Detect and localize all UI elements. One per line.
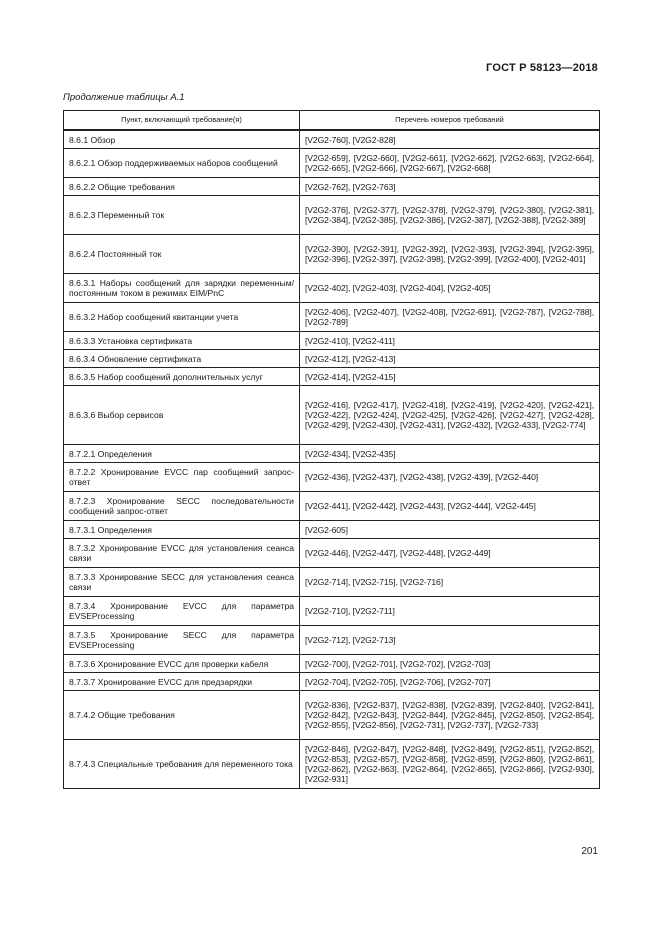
clause-cell: 8.7.3.7 Хронирование EVCC для предзарядки bbox=[64, 672, 300, 690]
table-row bbox=[64, 596, 600, 625]
requirements-cell: [V2G2-762], [V2G2-763] bbox=[300, 177, 600, 195]
clause-cell: 8.7.4.3 Специальные требования для переменного тока bbox=[64, 739, 300, 788]
table-row bbox=[64, 148, 600, 177]
requirements-cell: [V2G2-704], [V2G2-705], [V2G2-706], [V2G2-707] bbox=[300, 672, 600, 690]
clause-cell: 8.6.3.3 Установка сертификата bbox=[64, 331, 300, 349]
table-row bbox=[64, 367, 600, 385]
requirements-cell: [V2G2-376], [V2G2-377], [V2G2-378], [V2G2-379], [V2G2-380], [V2G2-381], [V2G2-384], [V2G2-385], [V2G2-386], [V2G2-387], [V2G2-388], [V2G2-389] bbox=[300, 195, 600, 234]
clause-cell: 8.7.3.2 Хронирование EVCC для установления сеанса связи bbox=[64, 538, 300, 567]
clause-cell: 8.6.3.1 Наборы сообщений для зарядки переменным/постоянным током в режимах EIM/PnC bbox=[64, 273, 300, 302]
table-row bbox=[64, 520, 600, 538]
requirements-cell: [V2G2-714], [V2G2-715], [V2G2-716] bbox=[300, 567, 600, 596]
clause-cell: 8.6.2.1 Обзор поддерживаемых наборов сообщений bbox=[64, 148, 300, 177]
requirements-cell: [V2G2-410], [V2G2-411] bbox=[300, 331, 600, 349]
requirements-cell: [V2G2-416], [V2G2-417], [V2G2-418], [V2G2-419], [V2G2-420], [V2G2-421], [V2G2-422], [V2G2-424], [V2G2-425], [V2G2-426], [V2G2-427], [V2G2-428], [V2G2-429], [V2G2-430], [V2G2-431], [V2G2-432], [V2G2-433], [V2G2-774] bbox=[300, 385, 600, 444]
requirements-cell: [V2G2-414], [V2G2-415] bbox=[300, 367, 600, 385]
clause-cell: 8.6.2.3 Переменный ток bbox=[64, 195, 300, 234]
table-row bbox=[64, 444, 600, 462]
requirements-cell: [V2G2-434], [V2G2-435] bbox=[300, 444, 600, 462]
requirements-cell: [V2G2-700], [V2G2-701], [V2G2-702], [V2G2-703] bbox=[300, 654, 600, 672]
table-row bbox=[64, 331, 600, 349]
clause-cell: 8.6.2.2 Общие требования bbox=[64, 177, 300, 195]
document-code: ГОСТ Р 58123—2018 bbox=[486, 62, 598, 74]
requirements-cell: [V2G2-712], [V2G2-713] bbox=[300, 625, 600, 654]
table-body bbox=[64, 130, 600, 788]
requirements-cell: [V2G2-441], [V2G2-442], [V2G2-443], [V2G2-444], V2G2-445] bbox=[300, 491, 600, 520]
clause-cell: 8.6.3.2 Набор сообщений квитанции учета bbox=[64, 302, 300, 331]
table-row bbox=[64, 130, 600, 148]
table-row bbox=[64, 672, 600, 690]
column-header-clause: Пункт, включающий требование(я) bbox=[64, 111, 300, 131]
clause-cell: 8.6.2.4 Постоянный ток bbox=[64, 234, 300, 273]
clause-cell: 8.6.3.6 Выбор сервисов bbox=[64, 385, 300, 444]
clause-cell: 8.7.2.3 Хронирование SECC последовательности сообщений запрос-ответ bbox=[64, 491, 300, 520]
clause-cell: 8.6.1 Обзор bbox=[64, 130, 300, 148]
table-row bbox=[64, 538, 600, 567]
column-header-requirements: Перечень номеров требований bbox=[300, 111, 600, 131]
clause-cell: 8.7.3.1 Определения bbox=[64, 520, 300, 538]
table-caption: Продолжение таблицы А.1 bbox=[63, 92, 185, 103]
clause-cell: 8.7.3.4 Хронирование EVCC для параметра EVSEProcessing bbox=[64, 596, 300, 625]
clause-cell: 8.7.4.2 Общие требования bbox=[64, 690, 300, 739]
table-row bbox=[64, 302, 600, 331]
table-row bbox=[64, 195, 600, 234]
table-row bbox=[64, 177, 600, 195]
requirements-cell: [V2G2-436], [V2G2-437], [V2G2-438], [V2G2-439], [V2G2-440] bbox=[300, 462, 600, 491]
requirements-table bbox=[63, 110, 600, 789]
clause-cell: 8.7.3.3 Хронирование SECC для установления сеанса связи bbox=[64, 567, 300, 596]
clause-cell: 8.7.2.1 Определения bbox=[64, 444, 300, 462]
table-row bbox=[64, 349, 600, 367]
table-row bbox=[64, 491, 600, 520]
requirements-cell: [V2G2-402], [V2G2-403], [V2G2-404], [V2G2-405] bbox=[300, 273, 600, 302]
clause-cell: 8.7.2.2 Хронирование EVCC пар сообщений запрос-ответ bbox=[64, 462, 300, 491]
table-row bbox=[64, 654, 600, 672]
requirements-cell: [V2G2-836], [V2G2-837], [V2G2-838], [V2G2-839], [V2G2-840], [V2G2-841], [V2G2-842], [V2G2-843], [V2G2-844], [V2G2-845], [V2G2-850], [V2G2-854], [V2G2-855], [V2G2-856], [V2G2-731], [V2G2-737], [V2G2-733] bbox=[300, 690, 600, 739]
requirements-cell: [V2G2-412], [V2G2-413] bbox=[300, 349, 600, 367]
requirements-cell: [V2G2-760], [V2G2-828] bbox=[300, 130, 600, 148]
requirements-cell: [V2G2-846], [V2G2-847], [V2G2-848], [V2G2-849], [V2G2-851], [V2G2-852], [V2G2-853], [V2G2-857], [V2G2-858], [V2G2-859], [V2G2-860], [V2G2-861], [V2G2-862], [V2G2-863], [V2G2-864], [V2G2-865], [V2G2-866], [V2G2-930], [V2G2-931] bbox=[300, 739, 600, 788]
table-row bbox=[64, 567, 600, 596]
clause-cell: 8.6.3.5 Набор сообщений дополнительных услуг bbox=[64, 367, 300, 385]
table-row bbox=[64, 385, 600, 444]
page-number: 201 bbox=[581, 846, 598, 857]
table-row bbox=[64, 625, 600, 654]
requirements-cell: [V2G2-710], [V2G2-711] bbox=[300, 596, 600, 625]
clause-cell: 8.6.3.4 Обновление сертификата bbox=[64, 349, 300, 367]
table-row bbox=[64, 690, 600, 739]
clause-cell: 8.7.3.5 Хронирование SECC для параметра EVSEProcessing bbox=[64, 625, 300, 654]
table-row bbox=[64, 739, 600, 788]
table-row bbox=[64, 273, 600, 302]
requirements-cell: [V2G2-406], [V2G2-407], [V2G2-408], [V2G2-691], [V2G2-787], [V2G2-788], [V2G2-789] bbox=[300, 302, 600, 331]
requirements-cell: [V2G2-605] bbox=[300, 520, 600, 538]
table-header-row bbox=[64, 111, 600, 131]
table-row bbox=[64, 234, 600, 273]
requirements-cell: [V2G2-390], [V2G2-391], [V2G2-392], [V2G2-393], [V2G2-394], [V2G2-395], [V2G2-396], [V2G2-397], [V2G2-398], [V2G2-399], [V2G2-400], [V2G2-401] bbox=[300, 234, 600, 273]
requirements-cell: [V2G2-446], [V2G2-447], [V2G2-448], [V2G2-449] bbox=[300, 538, 600, 567]
table-row bbox=[64, 462, 600, 491]
clause-cell: 8.7.3.6 Хронирование EVCC для проверки кабеля bbox=[64, 654, 300, 672]
requirements-cell: [V2G2-659], [V2G2-660], [V2G2-661], [V2G2-662], [V2G2-663], [V2G2-664], [V2G2-665], [V2G2-666], [V2G2-667], [V2G2-668] bbox=[300, 148, 600, 177]
